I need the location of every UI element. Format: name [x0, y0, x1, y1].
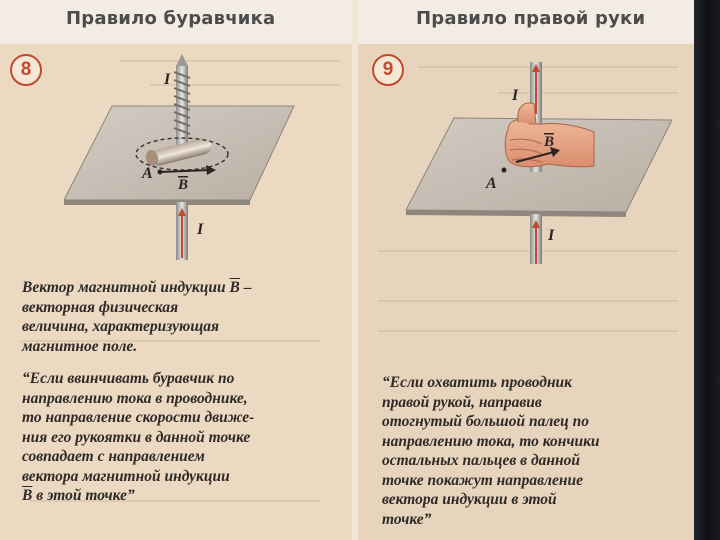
- quote-line: правой рукой, направив: [382, 393, 542, 411]
- quote-line: то направление скорости движе-: [22, 409, 255, 426]
- gimlet-figure: [0, 44, 352, 264]
- point-a-marker: [158, 170, 163, 175]
- current-label-top: I: [164, 71, 171, 88]
- right-hand-rule-title: Правило правой руки: [416, 8, 646, 29]
- quote-line: совпадает с направлением: [22, 448, 205, 465]
- dark-backdrop: [690, 0, 720, 540]
- quote-line: отогнутый большой палец по: [382, 413, 590, 430]
- quote-line: точке”: [382, 510, 432, 528]
- quote-line: ния его рукоятки в данной точке: [22, 428, 251, 446]
- current-label-top: I: [512, 87, 519, 104]
- ghost-line: [378, 330, 678, 332]
- quote-line: в этой точке”: [32, 487, 135, 504]
- gimlet-rule-panel: [0, 0, 352, 540]
- point-a-label: A: [486, 175, 497, 192]
- definition-line: величина, характеризующая: [22, 318, 219, 335]
- quote-line: вектора индукции в этой: [382, 491, 557, 508]
- current-label-bottom: I: [197, 221, 204, 238]
- definition-line: Вектор магнитной индукции: [22, 279, 230, 296]
- definition-line: векторная физическая: [22, 298, 179, 316]
- ghost-line: [378, 300, 678, 302]
- quote-line: вектора магнитной индукции: [22, 467, 230, 485]
- vector-b-symbol: $\overline{B}$: [22, 487, 33, 504]
- vector-b-symbol: $\overline{B}$: [229, 279, 240, 296]
- point-a-label: A: [142, 165, 153, 182]
- quote-line: направлению тока в проводнике,: [22, 389, 248, 407]
- quote-line: “Если ввинчивать буравчик по: [22, 370, 235, 387]
- gimlet-rule-quote: [22, 369, 254, 506]
- quote-line: точке покажут направление: [382, 471, 583, 489]
- right-hand-figure: [358, 44, 694, 264]
- gimlet-rule-title: Правило буравчика: [66, 8, 276, 29]
- definition-line: магнитное поле.: [22, 337, 138, 355]
- quote-line: “Если охватить проводник: [382, 374, 573, 391]
- vector-b-label: B: [178, 177, 189, 193]
- figure-number-badge: 9: [372, 54, 404, 86]
- vector-b-label: B: [544, 134, 555, 150]
- point-a-marker: [502, 168, 507, 173]
- quote-line: направлению тока, то кончики: [382, 432, 600, 450]
- induction-definition: [22, 278, 251, 356]
- right-hand-rule-panel: [358, 0, 694, 540]
- figure-number-badge: 8: [10, 54, 42, 86]
- right-hand-rule-quote: [382, 373, 600, 529]
- current-label-bottom: I: [548, 227, 555, 244]
- quote-line: остальных пальцев в данной: [382, 452, 580, 469]
- plate-edge: [64, 200, 250, 205]
- definition-dash: –: [239, 279, 252, 296]
